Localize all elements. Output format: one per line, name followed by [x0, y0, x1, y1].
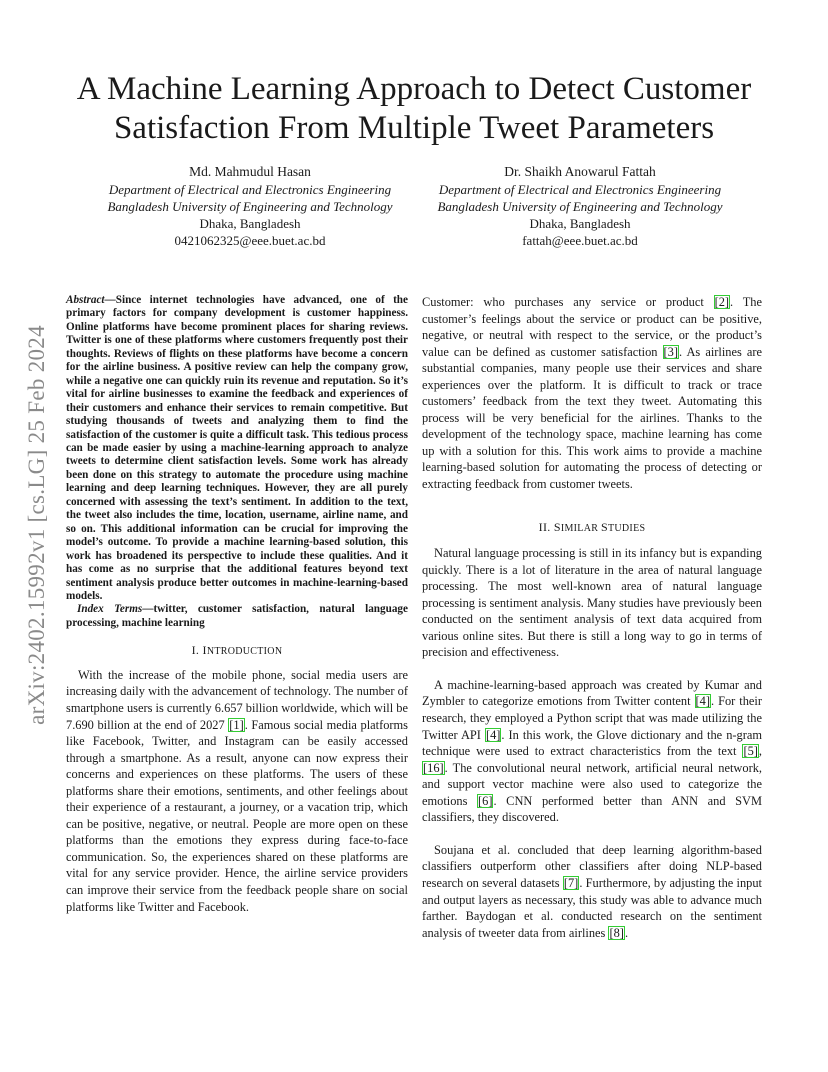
citation-link[interactable]: [8] [609, 925, 624, 940]
section-heading-similar-studies: II. SIMILAR STUDIES [538, 519, 646, 534]
author-city: Dhaka, Bangladesh [199, 216, 301, 231]
author-email: fattah@eee.buet.ac.bd [522, 233, 638, 248]
index-terms-text: —twitter, customer satisfaction, natural language processing, machine learning [66, 603, 408, 629]
author-name: Md. Mahmudul Hasan [189, 164, 311, 179]
citation-link[interactable]: [5] [743, 744, 758, 759]
author-university: Bangladesh University of Engineering and Technology [107, 199, 393, 214]
citation-link[interactable]: [4] [695, 694, 710, 709]
title-line-2: Satisfaction From Multiple Tweet Parameters [113, 110, 715, 146]
introduction-paragraph: With the increase of the mobile phone, social media users are increasing daily with the advancement of technology. The number of smartphone users is currently 6.657 billion worldwide, which will be 7.690 billion at the end of 2027 [1]. Famous social media platforms like Facebook, Twitter, and Instagram can be easily accessed through a smartphone. As a result, anyone can now express their concerns and experiences on these platforms. The users of these platforms share their emotions, sentiments, and other feelings about their experience of a restaurant, a journey, or a vacation trip, which can be positive, negative, or neutral. People are more open on these platforms than the emotions they express during face-to-face communication. So, the experiences shared on these platforms are vital for any service provider. Hence, the airline service providers can improve their service from the feedback people share on social platforms like Twitter and Facebook. [66, 667, 408, 914]
author-block-2 [420, 163, 740, 249]
citation-link[interactable]: [6] [478, 793, 493, 808]
arxiv-sidebar [22, 290, 52, 760]
citation-link[interactable]: [16] [423, 760, 444, 775]
left-column [66, 294, 408, 915]
author-name: Dr. Shaikh Anowarul Fattah [504, 164, 656, 179]
citation-link[interactable]: [1] [229, 717, 244, 732]
paper-title [0, 70, 828, 148]
author-city: Dhaka, Bangladesh [529, 216, 631, 231]
author-department: Department of Electrical and Electronics Engineering [438, 182, 722, 197]
citation-link[interactable]: [7] [563, 875, 579, 890]
section-heading-introduction: I. INTRODUCTION [191, 643, 283, 658]
author-block-1 [90, 163, 410, 249]
abstract [66, 294, 408, 603]
similar-studies-paragraph-1: Natural language processing is still in its infancy but is expanding quickly. There is a lot of literature in the area of natural language processing. The most well-known area of natural language processing is sentiment analysis. Many studies have previously been conducted on the sentiment analysis of text data acquired from various online sites. But there is still a long way to go in terms of precision and effectiveness. [422, 546, 762, 660]
citation-link[interactable]: [2] [714, 295, 730, 309]
title-line-1: A Machine Learning Approach to Detect Customer [76, 71, 752, 107]
similar-studies-paragraph-3: Soujana et al. concluded that deep learning algorithm-based classifiers outperform other classifiers after doing NLP-based research on several datasets [7]. Furthermore, by adjusting the input and output layers as necessary, this study was able to advance much farther. Baydogan et al. conducted research on the sentiment analysis of tweeter data from airlines [8]. [422, 842, 762, 940]
abstract-label: Abstract [66, 294, 105, 306]
author-university: Bangladesh University of Engineering and Technology [437, 199, 723, 214]
citation-link[interactable]: [4] [485, 727, 501, 742]
index-terms [66, 603, 408, 630]
citation-link[interactable]: [3] [663, 344, 678, 359]
abstract-text: —Since internet technologies have advanced, one of the primary factors for company development is customer happiness. Online platforms have become prominent places for sharing reviews. Twitter is one of these platforms where customers frequently post their thoughts. Reviews of flights on these platforms have become a concern for the airline business. A positive review can help the company grow, while a negative one can quickly ruin its revenue and reputation. So it’s vital for airline businesses to examine the feedback and experiences of their customers and enhance their services to remain competitive. But studying thousands of tweets and analyzing them to find the satisfaction of the customer is quite a difficult task. This tedious process can be made easier by using a machine-learning approach to analyze tweets to determine client satisfaction levels. Some work has already been done on this strategy to automate the procedure using machine learning and deep learning techniques. However, they are all purely concerned with assessing the text’s sentiment. In addition to the text, the tweet also includes the time, location, username, airline name, and so on. This additional information can be crucial for improving the model’s outcome. To provide a machine learning-based solution, this work has broadened its perspective to include these qualities. And it has come as no surprise that the additional features beyond text sentiment analysis produce better outcomes in machine-learning-based models. [66, 294, 408, 602]
similar-studies-paragraph-2: A machine-learning-based approach was created by Kumar and Zymbler to categorize emotions from Twitter content [4]. For their research, they employed a Python script that was made utilizing the Twitter API [4]. In this work, the Glove dictionary and the n-gram technique were used to extract characteristics from the text [5], [16]. The convolutional neural network, artificial neural network, and support vector machine were also used to categorize the emotions [6]. CNN performed better than ANN and SVM classifiers, they discovered. [422, 677, 762, 825]
arxiv-identifier: arXiv:2402.15992v1 [cs.LG] 25 Feb 2024 [24, 325, 49, 725]
author-email: 0421062325@eee.buet.ac.bd [174, 233, 326, 248]
author-department: Department of Electrical and Electronics Engineering [108, 182, 392, 197]
index-terms-label: Index Terms [77, 603, 143, 616]
right-column [422, 294, 762, 941]
customer-definition-paragraph: Customer: who purchases any service or product [2]. The customer’s feelings about the service or product can be positive, negative, or neutral with respect to the service, or the product’s value can be defined as customer satisfaction [3]. As airlines are substantial companies, many people use their services and share experiences over the platform. It is difficult to track or trace customers’ feedback from the text they tweet. Automating this process will be very beneficial for the airlines. Thanks to the development of the technology space, machine learning has come up with a solution for this. This work aims to provide a machine learning-based solution for automating the process of detecting or extracting feedback from customer tweets. [422, 295, 762, 492]
